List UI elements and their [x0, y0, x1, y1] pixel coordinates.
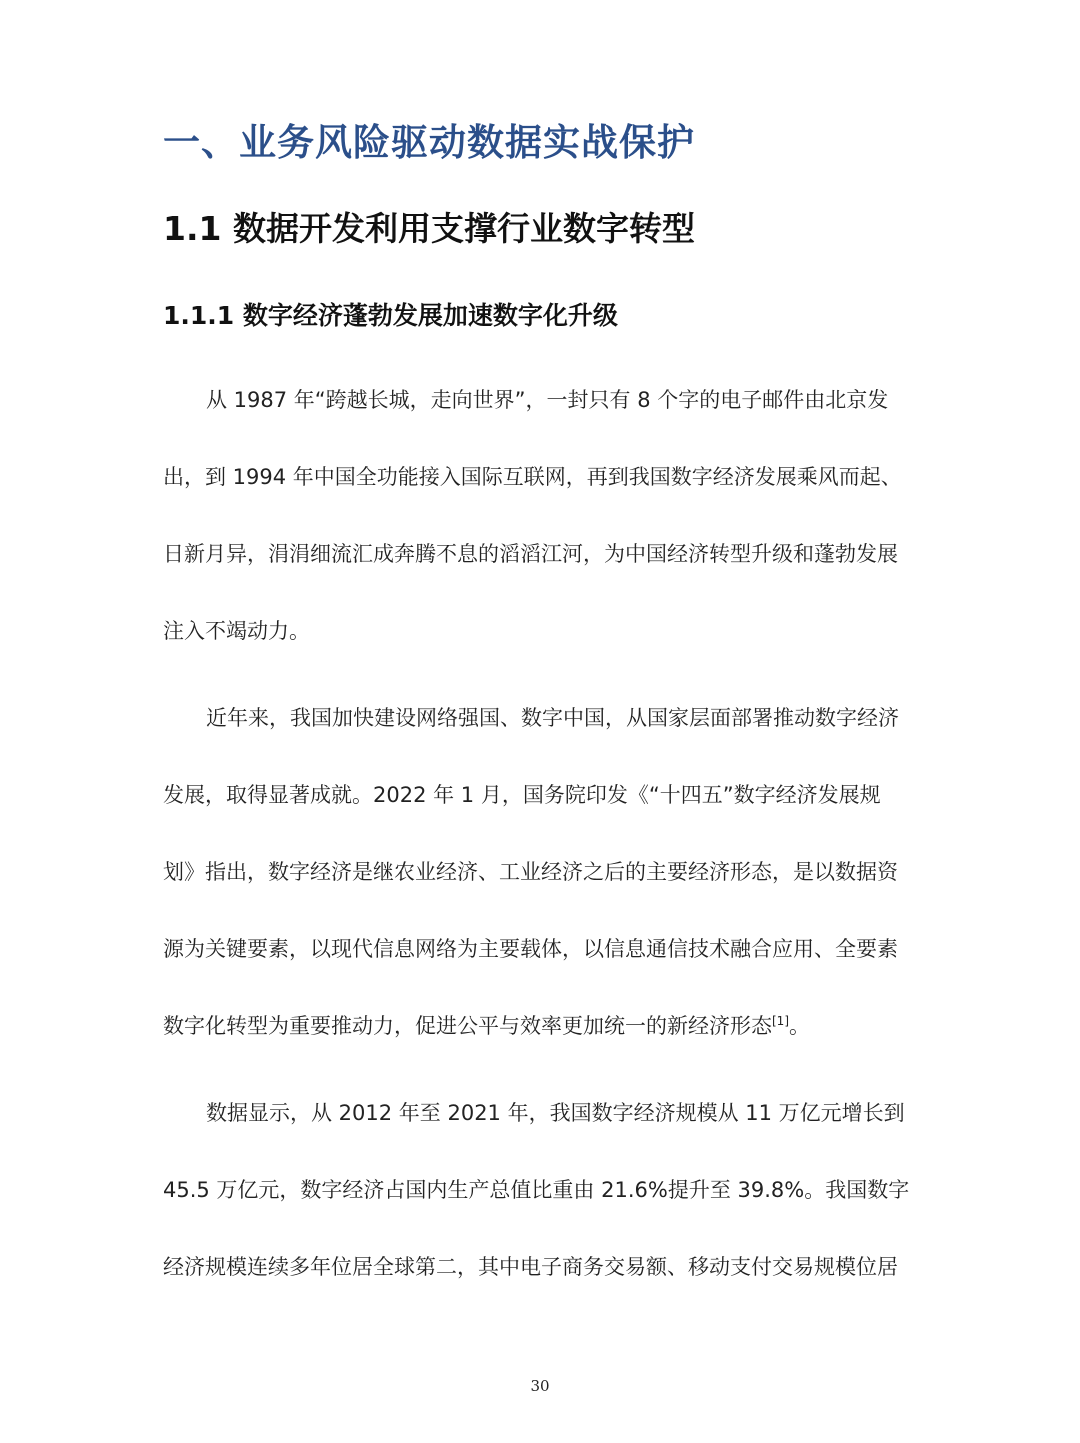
paragraph-2: [163, 680, 923, 1065]
paragraph-line-text: 数字化转型为重要推动力，促进公平与效率更加统一的新经济形态: [163, 1014, 772, 1038]
paragraph-line: 源为关键要素，以现代信息网络为主要载体，以信息通信技术融合应用、全要素: [163, 937, 898, 961]
paragraph-line: 从 1987 年“跨越长城，走向世界”，一封只有 8 个字的电子邮件由北京发: [206, 388, 889, 412]
footnote-reference[interactable]: [1]: [772, 1014, 789, 1028]
paragraph-line-with-footnote: [163, 988, 923, 1065]
paragraph-line: 发展，取得显著成就。2022 年 1 月，国务院印发《“十四五”数字经济发展规: [163, 783, 881, 807]
paragraph-line: 45.5 万亿元，数字经济占国内生产总值比重由 21.6%提升至 39.8%。我国数字: [163, 1178, 910, 1202]
paragraph-line: 经济规模连续多年位居全球第二，其中电子商务交易额、移动支付交易规模位居: [163, 1255, 898, 1279]
paragraph-line: 出，到 1994 年中国全功能接入国际互联网，再到我国数字经济发展乘风而起、: [163, 465, 902, 489]
section-heading: 一、业务风险驱动数据实战保护: [163, 121, 695, 164]
paragraph-line: 注入不竭动力。: [163, 619, 310, 643]
end-punctuation: 。: [789, 1014, 810, 1038]
paragraph-line: 日新月异，涓涓细流汇成奔腾不息的滔滔江河，为中国经济转型升级和蓬勃发展: [163, 542, 898, 566]
subsection-heading: 1.1 数据开发利用支撑行业数字转型: [163, 209, 695, 248]
paragraph-line: 数据显示，从 2012 年至 2021 年，我国数字经济规模从 11 万亿元增长到: [206, 1101, 905, 1125]
page-number: 30: [530, 1377, 550, 1395]
paragraph-line: 近年来，我国加快建设网络强国、数字中国，从国家层面部署推动数字经济: [206, 706, 899, 730]
subsubsection-heading: 1.1.1 数字经济蓬勃发展加速数字化升级: [163, 301, 618, 330]
paragraph-3: [163, 1075, 923, 1306]
paragraph-line: 划》指出，数字经济是继农业经济、工业经济之后的主要经济形态，是以数据资: [163, 860, 898, 884]
paragraph-1: [163, 362, 923, 670]
